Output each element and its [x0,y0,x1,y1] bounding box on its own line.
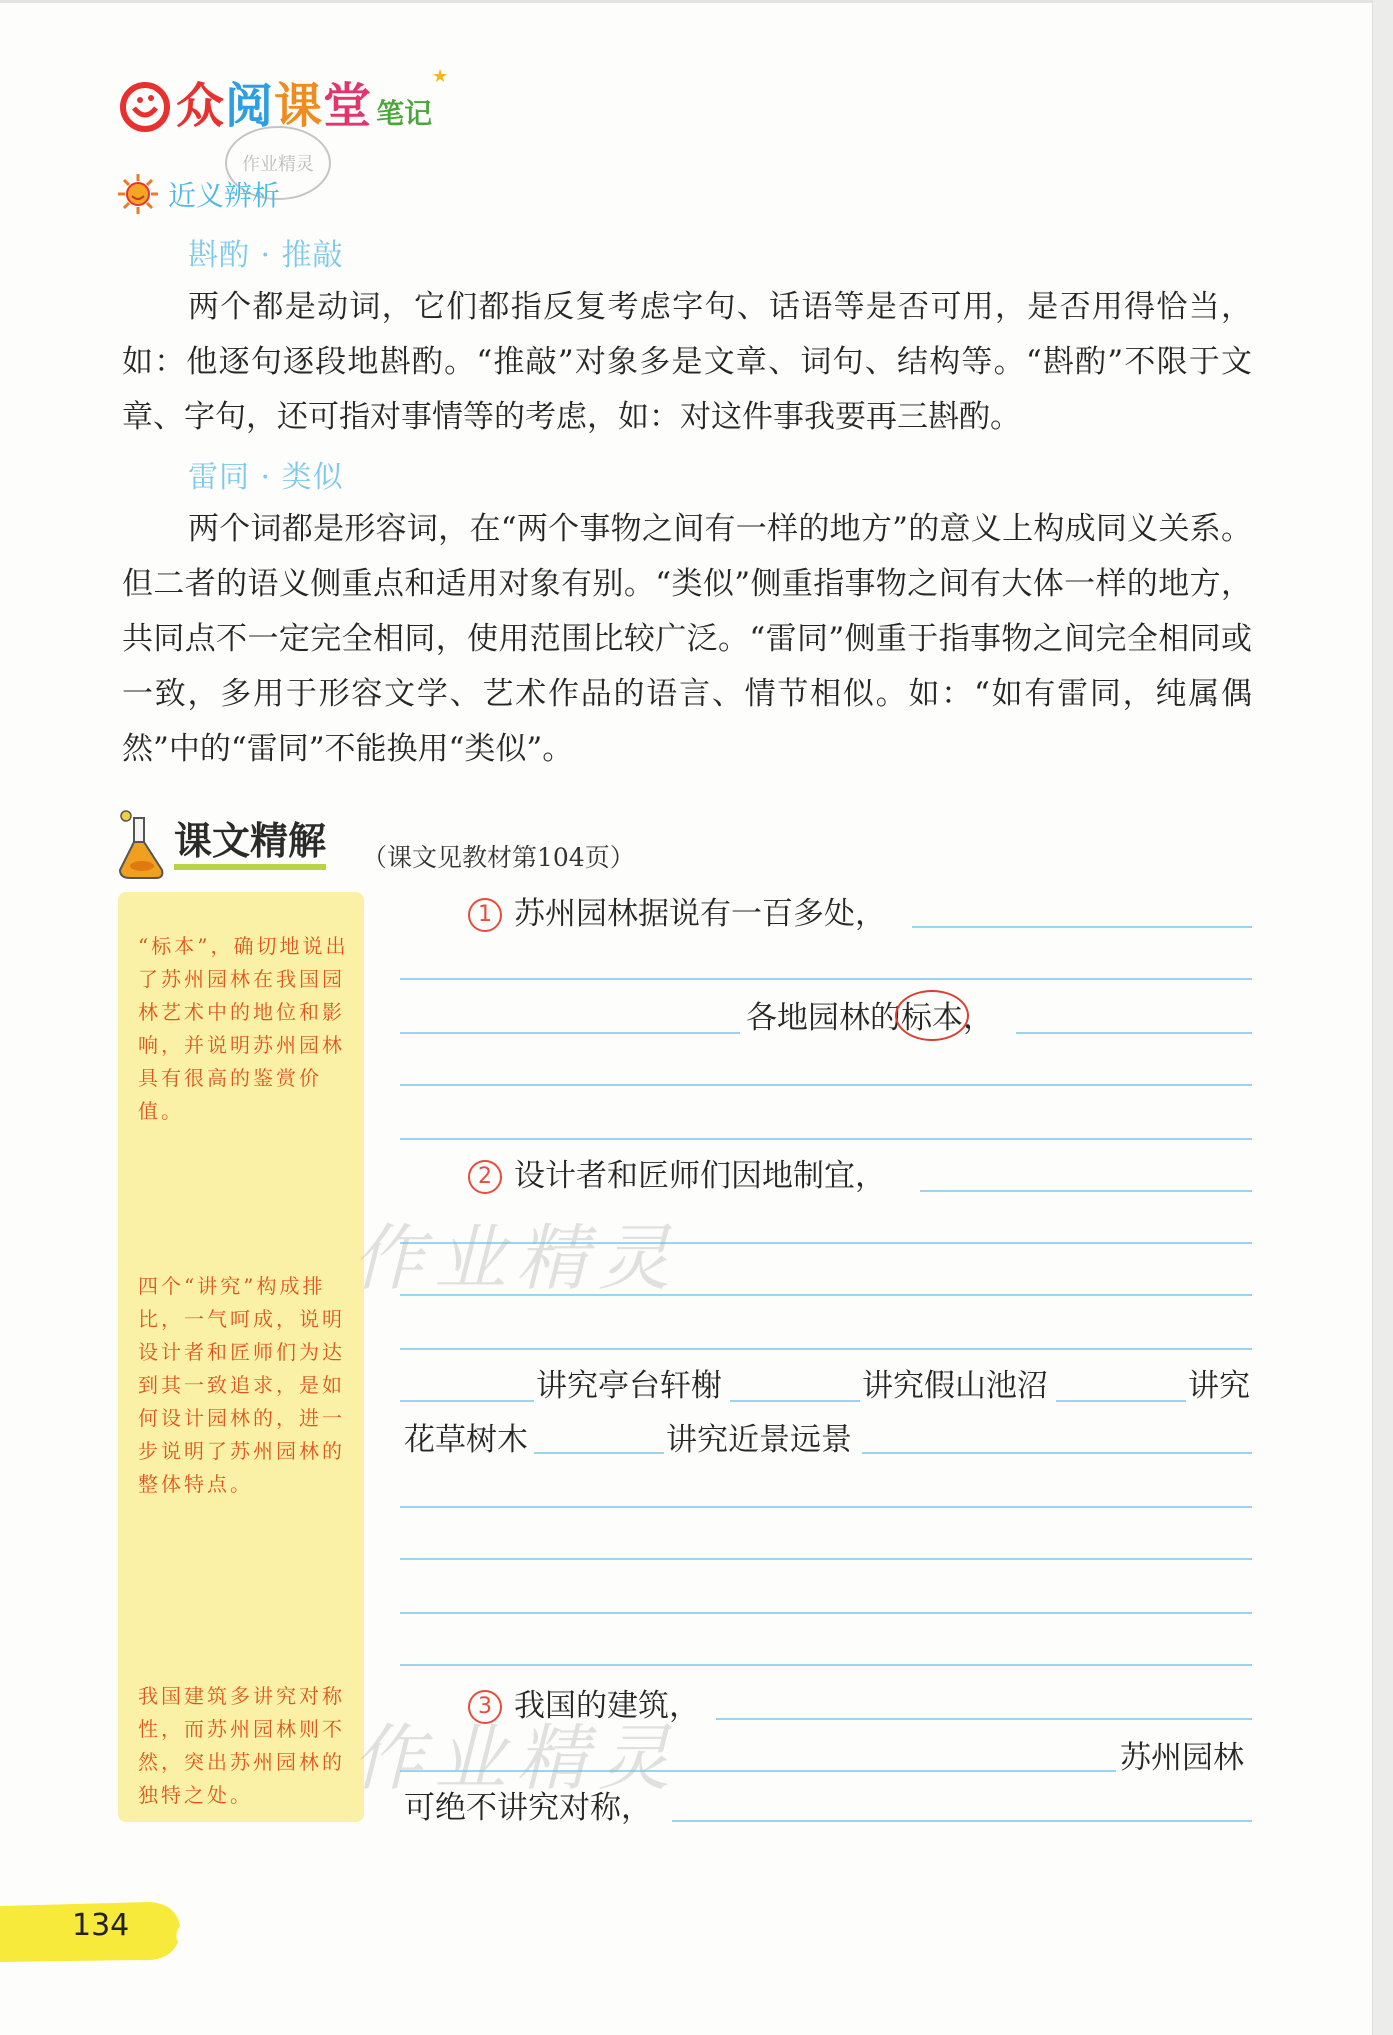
side-note-2: 四个“讲究”构成排比，一气呵成，说明设计者和匠师们为达到其一致追求，是如何设计园林的，进一步说明了苏州园林的整体特点。 [138,1274,345,1496]
keyword-3-continued: 花草树木 [404,1422,528,1458]
answer-line[interactable] [400,1506,1252,1508]
item-3-text: 我国的建筑， [514,1688,700,1724]
brand-subtitle: 笔记 [376,97,433,130]
star-icon: ★ [431,66,449,87]
answer-line[interactable] [672,1820,1252,1822]
page-top-edge [0,0,1373,3]
circled-keyword: 标本 [901,992,963,1037]
item-1-suffix: ， [963,1000,994,1036]
answer-line[interactable] [400,1558,1252,1560]
item-1-line-2 [746,992,994,1037]
answer-line[interactable] [400,1084,1252,1086]
section-reference-note: （课文见教材第104页） [362,843,635,872]
section-title [116,808,326,880]
section-title-text: 课文精解 [174,818,326,870]
answer-line[interactable] [400,978,1252,980]
flask-icon [116,808,168,880]
smile-logo-icon [118,80,172,134]
synonym-heading [116,172,280,216]
sun-icon [116,172,160,216]
item-3-line-3: 可绝不讲究对称， [404,1790,652,1826]
synonym-pair-text-2: 两个词都是形容词，在“两个事物之间有一样的地方”的意义上构成同义关系。但二者的语义侧重点和适用对象有别。“类似”侧重指事物之间有大体一样的地方，共同点不一定完全相同，使用范围比较广泛。“雷同”侧重于指事物之间完全相同或一致，多用于形容文学、艺术作品的语言、情节相似。如：“如有雷同，纯属偶然”中的“雷同”不能换用“类似”。 [122,511,1252,767]
answer-line[interactable] [400,1032,740,1034]
answer-line[interactable] [912,926,1252,928]
item-number-2: 2 [468,1160,502,1194]
answer-line[interactable] [1016,1032,1252,1034]
keyword-1: 讲究亭台轩榭 [536,1368,722,1404]
item-1-prefix: 各地园林的 [746,1000,901,1036]
answer-line[interactable] [920,1190,1252,1192]
synonym-pair-title-2: 雷同 · 类似 [188,460,344,495]
answer-line[interactable] [534,1452,664,1454]
item-3-right-text: 苏州园林 [1120,1740,1244,1776]
exercise-item-2 [468,1150,886,1195]
keyword-2: 讲究假山池沼 [862,1368,1048,1404]
stamp-text: 作业精灵 [242,154,314,175]
answer-line[interactable] [730,1400,860,1402]
answer-line[interactable] [400,1348,1252,1350]
answer-line[interactable] [400,1664,1252,1666]
synonym-pair-title-1: 斟酌 · 推敲 [188,238,344,273]
item-number-1: 1 [468,898,502,932]
brand-char-4: 堂 [323,78,373,134]
keyword-4: 讲究近景远景 [666,1422,852,1458]
exercise-item-1 [468,888,886,933]
synonym-pair-text-1: 两个都是动词，它们都指反复考虑字句、话语等是否可用，是否用得恰当，如：他逐句逐段地斟酌。“推敲”对象多是文章、词句、结构等。“斟酌”不限于文章、字句，还可指对事情等的考虑，如：对这件事我要再三斟酌。 [122,289,1252,435]
synonym-heading-text: 近义辨析 [168,179,281,212]
brand-char-2: 阅 [225,78,275,134]
side-note-3: 我国建筑多讲究对称性，而苏州园林则不然，突出苏州园林的独特之处。 [138,1684,345,1807]
answer-line[interactable] [400,1138,1252,1140]
page-right-edge [1372,0,1393,2035]
answer-line[interactable] [716,1718,1252,1720]
item-number-3: 3 [468,1690,502,1724]
answer-line[interactable] [400,1612,1252,1614]
answer-line[interactable] [400,1400,534,1402]
side-note-1: “标本”，确切地说出了苏州园林在我国园林艺术中的地位和影响，并说明苏州园林具有很高的鉴赏价值。 [138,934,349,1123]
brand-char-3: 课 [274,78,324,134]
answer-line[interactable] [1056,1400,1186,1402]
item-2-text: 设计者和匠师们因地制宜， [514,1158,886,1194]
watermark-text-1: 作业精灵 [352,1216,681,1300]
brand-char-1: 众 [176,78,226,134]
page-number: 134 [72,1908,130,1943]
keyword-3: 讲究 [1188,1368,1250,1404]
watermark-text-2: 作业精灵 [352,1716,681,1800]
item-1-text: 苏州园林据说有一百多处， [514,896,886,932]
answer-line[interactable] [862,1452,1252,1454]
